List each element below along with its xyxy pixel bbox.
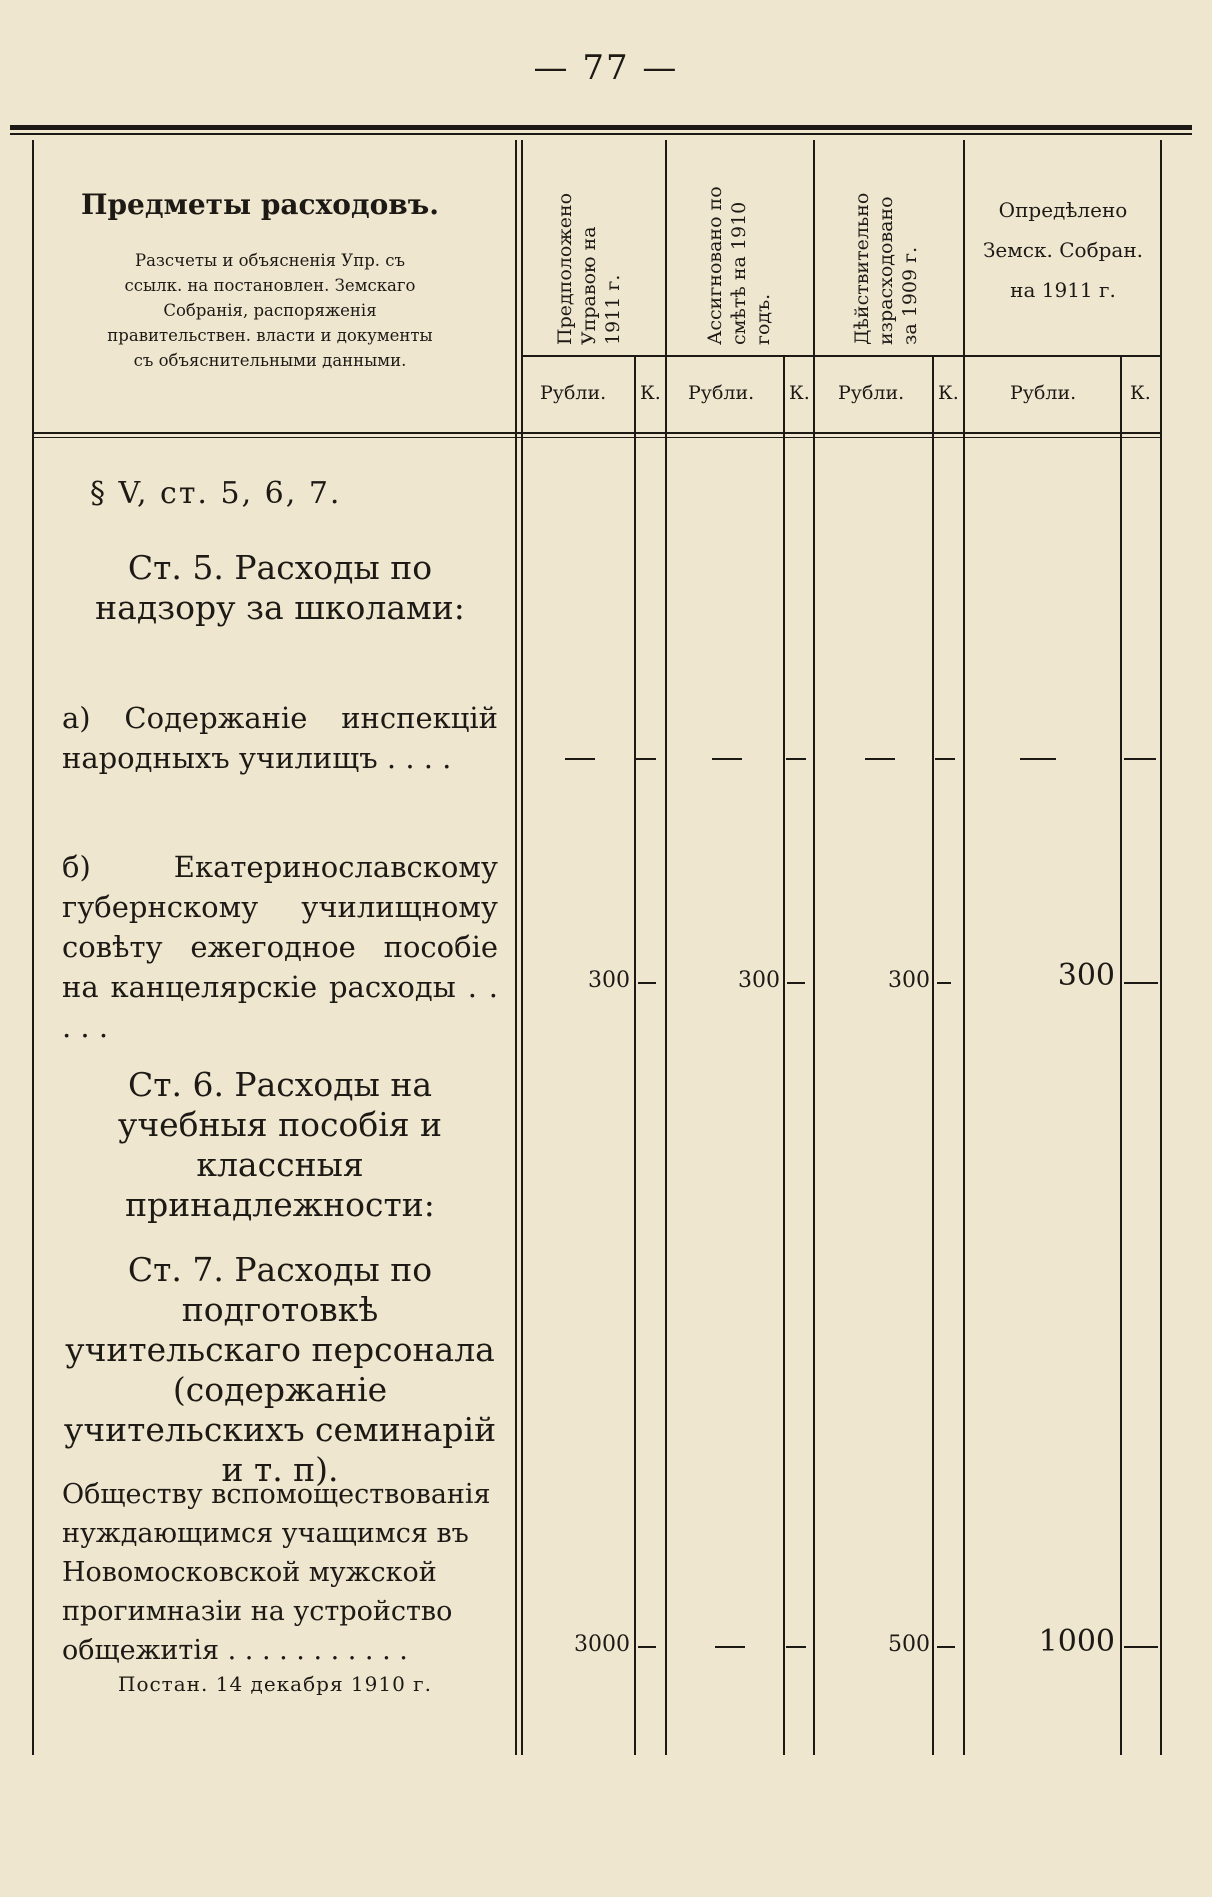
kop-divider bbox=[783, 355, 785, 1755]
dash-b-proposed-kop bbox=[638, 982, 656, 984]
resolution-note: Постан. 14 декабря 1910 г. bbox=[118, 1672, 433, 1696]
dash-c-assigned-kop bbox=[786, 1646, 806, 1648]
dash-a-proposed bbox=[565, 758, 595, 760]
val-c-defined: 1000 bbox=[1038, 1624, 1115, 1659]
article-7: Ст. 7. Расходы по подготовкѣ учительскаго персонала (содержаніе учительскихъ семинарій и т. п). bbox=[63, 1250, 497, 1489]
dash-c-spent-kop bbox=[937, 1646, 955, 1648]
unit-row-line bbox=[521, 355, 1160, 357]
kop-divider bbox=[932, 355, 934, 1755]
dash-a-assigned bbox=[712, 758, 742, 760]
val-b-assigned: 300 bbox=[738, 968, 780, 993]
top-rule-thin bbox=[10, 133, 1192, 135]
unit-kop: К. bbox=[938, 382, 959, 404]
item-b: б) Екатеринославскому губернскому училищному совѣту ежегодное пособіе на канцелярскіе расходы . . . . . bbox=[62, 850, 498, 1044]
header-title: Предметы расходовъ. bbox=[81, 188, 439, 221]
unit-rub: Рубли. bbox=[838, 382, 905, 404]
article-5: Ст. 5. Расходы по надзору за школами: bbox=[95, 548, 465, 627]
dash-a-spent-kop bbox=[935, 758, 955, 760]
header-note: Разсчеты и объясненія Упр. съ ссылк. на постановлен. Земскаго Собранія, распоряженія правительствен. власти и документы съ объяснительными данными. bbox=[107, 251, 433, 370]
column-divider bbox=[963, 140, 965, 1755]
item-a: а) Содержаніе инспекцій народныхъ училищъ . . . . bbox=[62, 701, 498, 775]
dash-a-assigned-kop bbox=[786, 758, 806, 760]
unit-rub: Рубли. bbox=[688, 382, 755, 404]
table-border-right bbox=[1160, 140, 1162, 1755]
header-defined: Опредѣлено Земск. Собран. на 1911 г. bbox=[982, 198, 1144, 302]
column-divider bbox=[515, 140, 517, 1755]
kop-divider bbox=[1120, 355, 1122, 1755]
unit-kop: К. bbox=[1130, 382, 1151, 404]
val-b-proposed: 300 bbox=[588, 968, 630, 993]
unit-kop: К. bbox=[789, 382, 810, 404]
article-6: Ст. 6. Расходы на учебныя пособія и классныя принадлежности: bbox=[117, 1065, 443, 1224]
section-heading: § V, ст. 5, 6, 7. bbox=[90, 476, 342, 511]
unit-kop: К. bbox=[640, 382, 661, 404]
val-b-defined: 300 bbox=[1057, 958, 1115, 993]
page-number: — 77 — bbox=[533, 48, 679, 88]
unit-rub: Рубли. bbox=[540, 382, 607, 404]
dash-a-proposed-kop bbox=[636, 758, 656, 760]
header-proposed: Предположено Управою на 1911 г. bbox=[554, 192, 624, 345]
dash-a-defined-kop bbox=[1124, 758, 1156, 760]
column-divider bbox=[521, 140, 523, 1755]
header-bottom-line bbox=[32, 432, 1162, 434]
header-bottom-line-thin bbox=[32, 437, 1162, 438]
dash-b-spent-kop bbox=[937, 982, 951, 984]
dash-c-assigned bbox=[715, 1646, 745, 1648]
top-rule bbox=[10, 125, 1192, 130]
column-divider bbox=[813, 140, 815, 1755]
unit-rub: Рубли. bbox=[1010, 382, 1077, 404]
val-b-spent: 300 bbox=[888, 968, 930, 993]
header-assigned: Ассигновано по смѣтѣ на 1910 годъ. bbox=[704, 186, 774, 345]
dash-c-defined-kop bbox=[1124, 1646, 1158, 1648]
table-border-left bbox=[32, 140, 34, 1755]
dash-b-defined-kop bbox=[1124, 982, 1158, 984]
val-c-spent: 500 bbox=[888, 1632, 930, 1657]
header-spent: Дѣйствительно израсходовано за 1909 г. bbox=[851, 192, 921, 345]
dash-c-proposed-kop bbox=[638, 1646, 656, 1648]
dash-b-assigned-kop bbox=[787, 982, 805, 984]
kop-divider bbox=[634, 355, 636, 1755]
val-c-proposed: 3000 bbox=[574, 1632, 630, 1657]
dash-a-defined bbox=[1020, 758, 1056, 760]
item-c: Обществу вспомоществованія нуждающимся учащимся въ Новомосковской мужской прогимназіи на устройство общежитія . . . . . . . . . . . bbox=[62, 1479, 491, 1666]
column-divider bbox=[665, 140, 667, 1755]
dash-a-spent bbox=[865, 758, 895, 760]
